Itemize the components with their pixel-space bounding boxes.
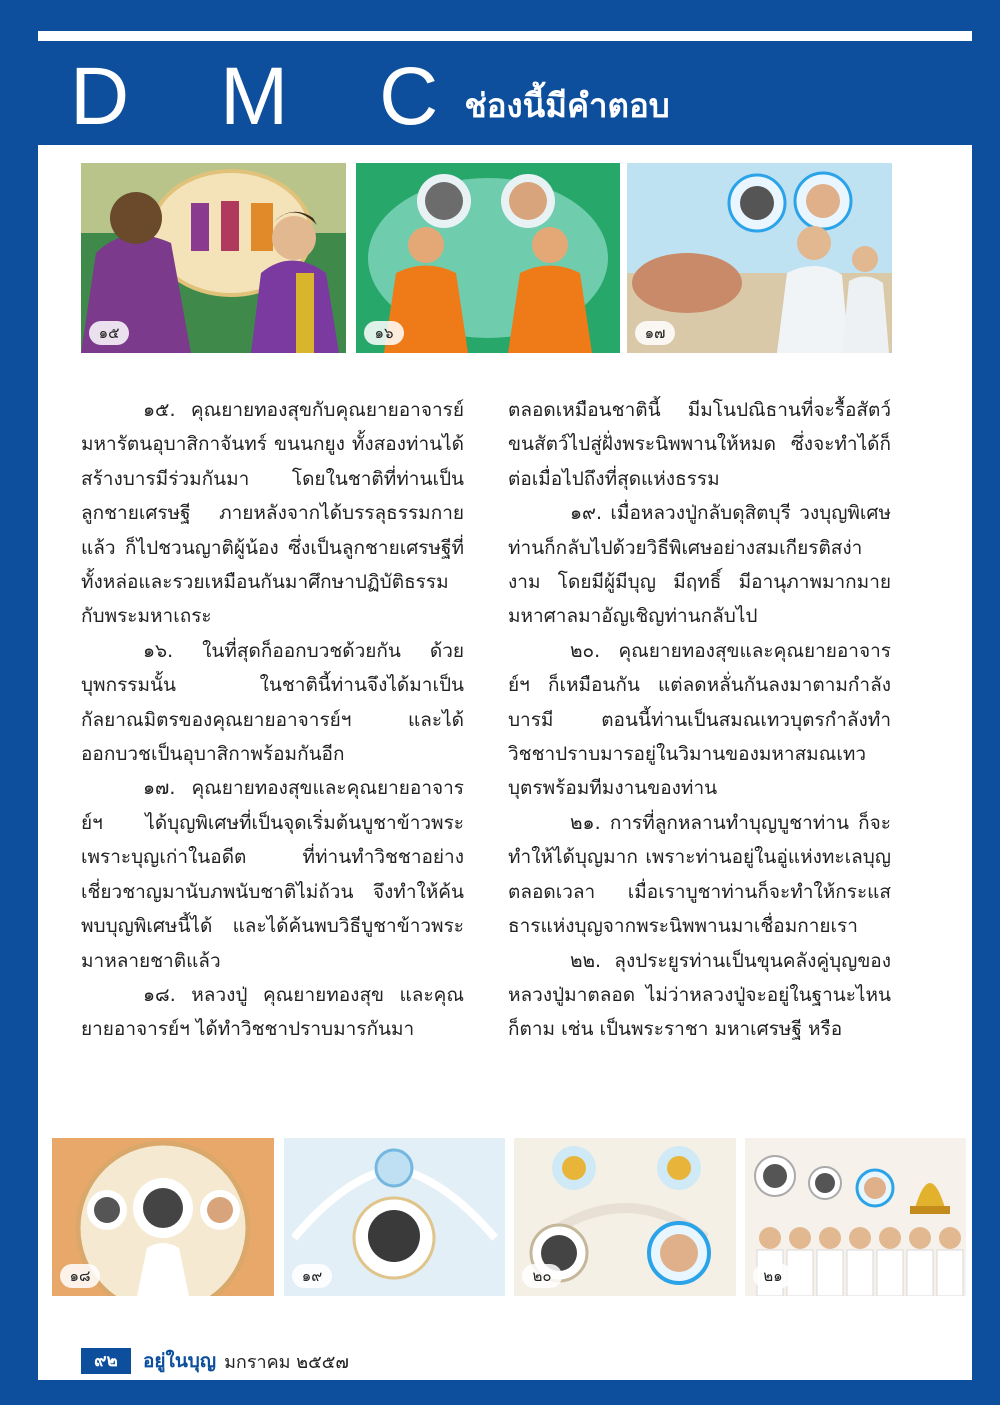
paragraph-19: ๑๙. เมื่อหลวงปู่กลับดุสิตบุรี วงบุญพิเศษ ท่านก็กลับไปด้วยวิธีพิเศษอย่างสมเกียรติสง่างาม โดยมีผู้มีบุญ มีฤทธิ์ มีอานุภาพมากมายมหาศาลมาอัญเชิญท่านกลับไป xyxy=(508,502,891,628)
image-number-badge: ๑๖ xyxy=(364,321,404,345)
image-number-badge: ๑๗ xyxy=(635,321,675,345)
paragraph-15: ๑๕. คุณยายทองสุขกับคุณยายอาจารย์มหารัตนอุบาสิกาจันทร์ ขนนกยูง ทั้งสองท่านได้สร้างบารมีร่วมกันมา โดยในชาติที่ท่านเป็นลูกชายเศรษฐี ภายหลังจากได้บรรลุธรรมกายแล้ว ก็ไปชวนญาติผู้น้อง ซึ่งเป็นลูกชายเศรษฐีที่ทั้งหล่อและรวยเหมือนกันมาศึกษาปฏิบัติธรรมกับพระมหาเถระ xyxy=(81,399,464,628)
illustration-16 xyxy=(356,163,620,353)
magazine-name: อยู่ในบุญ xyxy=(143,1350,217,1372)
dmc-logo: D M C xyxy=(70,51,473,142)
paragraph-21: ๒๑. การที่ลูกหลานทำบุญบูชาท่าน ก็จะทำให้ได้บุญมาก เพราะท่านอยู่ในอู่แห่งทะเลบุญตลอดเวลา เมื่อเราบูชาท่านก็จะทำให้กระแสธารแห่งบุญจากพระนิพพานมาเชื่อมกายเรา xyxy=(508,811,891,938)
image-number-badge: ๒๐ xyxy=(522,1264,562,1288)
image-number-badge: ๑๘ xyxy=(60,1264,100,1288)
paragraph-20: ๒๐. คุณยายทองสุขและคุณยายอาจารย์ฯ ก็เหมือนกัน แต่ลดหลั่นกันลงมาตามกำลังบารมี ตอนนี้ท่านเป็นสมณเทวบุตรกำลังทำวิชชาปราบมารอยู่ในวิมานของมหาสมณเทวบุตรพร้อมทีมงานของท่าน xyxy=(508,639,891,800)
illustration-20 xyxy=(514,1138,736,1296)
paragraph-18-continued: ตลอดเหมือนชาตินี้ มีมโนปณิธานที่จะรื้อสัตว์ขนสัตว์ไปสู่ฝั่งพระนิพพานให้หมด ซึ่งจะทำได้ก็ต่อเมื่อไปถึงที่สุดแห่งธรรม xyxy=(508,399,891,490)
illustration-18 xyxy=(52,1138,274,1296)
paragraph-18: ๑๘. หลวงปู่ คุณยายทองสุข และคุณยายอาจารย์ฯ ได้ทำวิชชาปราบมารกันมา xyxy=(81,983,464,1041)
illustration-15 xyxy=(81,163,346,353)
image-number-badge: ๒๑ xyxy=(753,1264,793,1288)
article-column-right xyxy=(508,393,891,1047)
issue-date: มกราคม ๒๕๕๗ xyxy=(224,1351,349,1373)
image-number-badge: ๑๙ xyxy=(292,1264,332,1288)
illustration-21 xyxy=(745,1138,966,1296)
page-footer xyxy=(81,1348,349,1374)
illustration-19 xyxy=(284,1138,505,1296)
section-title: ช่องนี้มีคำตอบ xyxy=(464,86,670,125)
page-number: ๙๒ xyxy=(81,1348,131,1374)
paragraph-17: ๑๗. คุณยายทองสุขและคุณยายอาจารย์ฯ ได้บุญพิเศษที่เป็นจุดเริ่มต้นบูชาข้าวพระ เพราะบุญเก่าในอดีต ที่ท่านทำวิชชาอย่างเชี่ยวชาญมานับภพนับชาติไม่ถ้วน จึงทำให้ค้นพบบุญพิเศษนี้ได้ และได้ค้นพบวิธีบูชาข้าวพระมาหลายชาติแล้ว xyxy=(81,777,464,972)
page-header xyxy=(70,51,670,142)
paragraph-22: ๒๒. ลุงประยูรท่านเป็นขุนคลังคู่บุญของหลวงปู่มาตลอด ไม่ว่าหลวงปู่จะอยู่ในฐานะไหนก็ตาม เช่น เป็นพระราชา มหาเศรษฐี หรือ xyxy=(508,949,891,1041)
article-column-left xyxy=(81,393,464,1047)
paragraph-16: ๑๖. ในที่สุดก็ออกบวชด้วยกัน ด้วยบุพกรรมนั้น ในชาตินี้ท่านจึงได้มาเป็นกัลยาณมิตรของคุณยายอาจารย์ฯ และได้ออกบวชเป็นอุบาสิกาพร้อมกันอีก xyxy=(81,639,464,766)
top-rule xyxy=(38,31,972,41)
illustration-17 xyxy=(627,163,892,353)
image-number-badge: ๑๕ xyxy=(89,321,129,345)
